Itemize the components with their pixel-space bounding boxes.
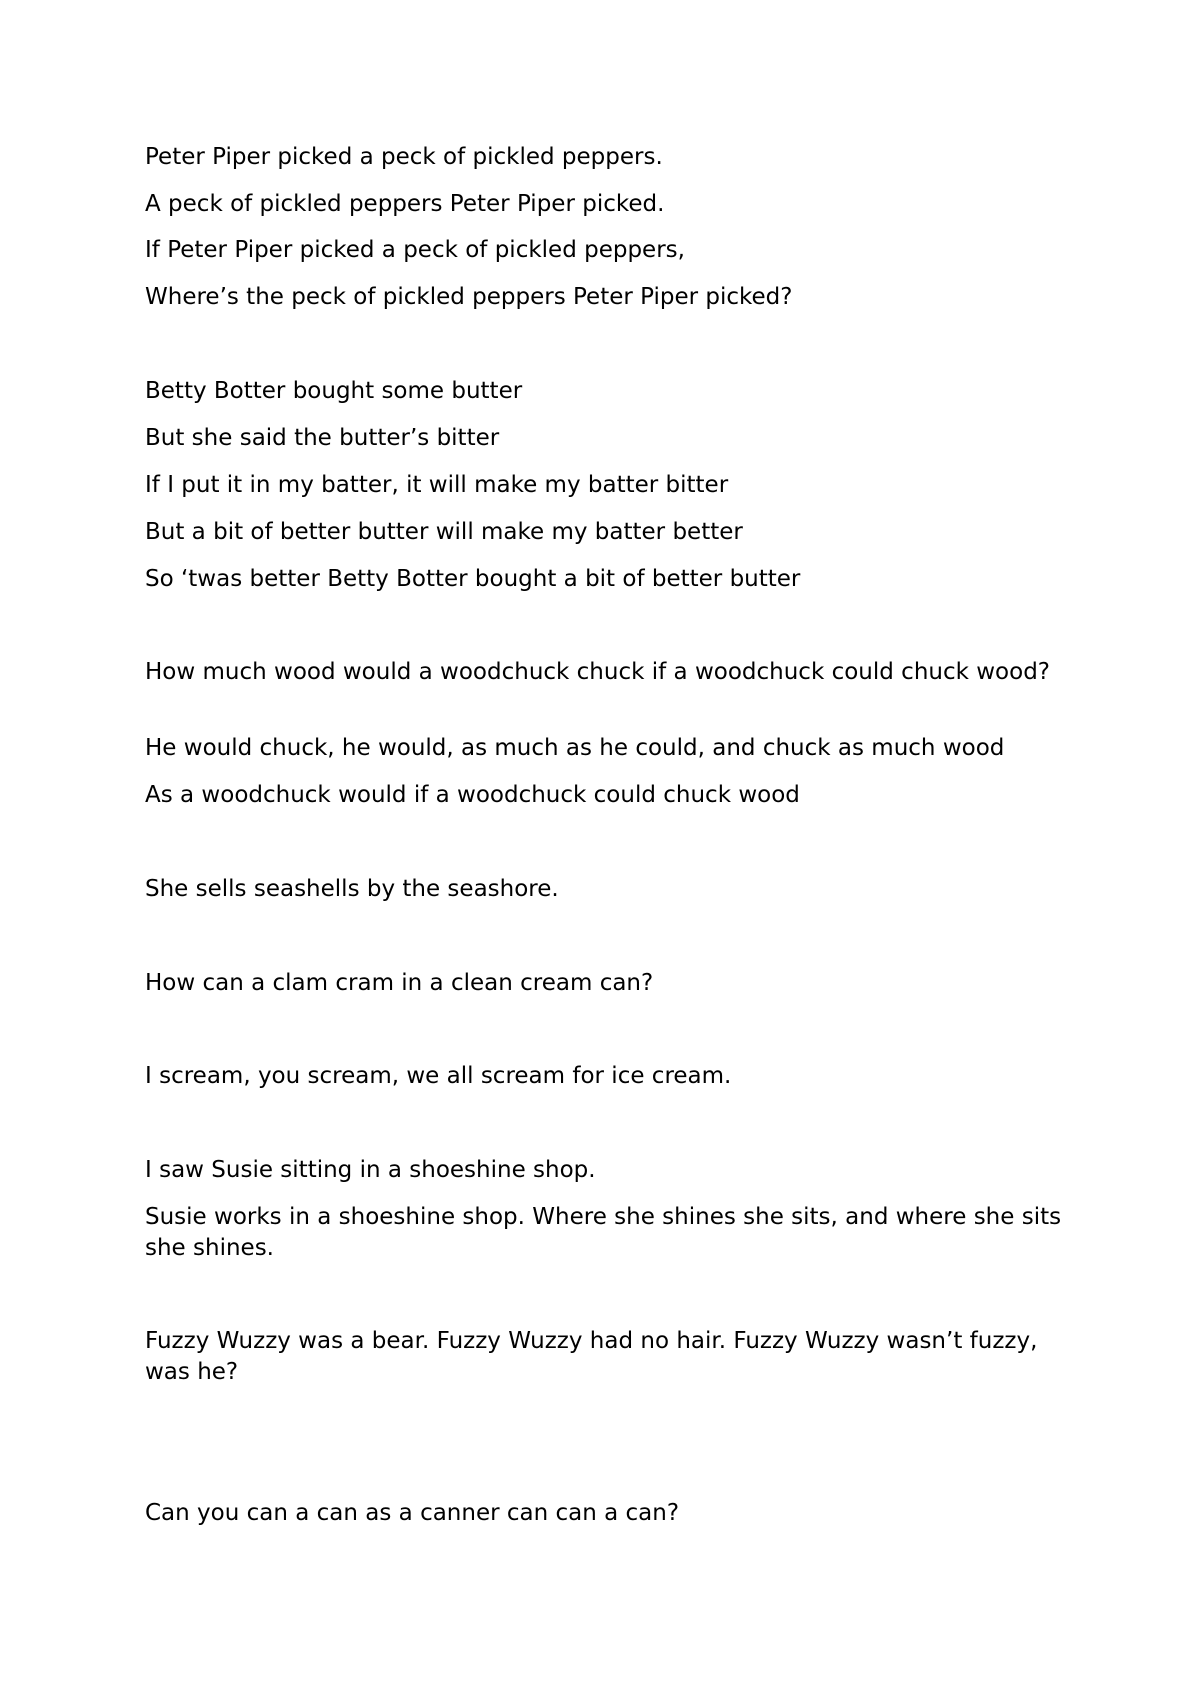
paragraph-4: Where’s the peck of pickled peppers Peter Piper picked? <box>145 284 793 310</box>
paragraph-19: Can you can a can as a canner can can a can? <box>145 1500 680 1526</box>
paragraph-8: But a bit of better butter will make my batter better <box>145 519 743 545</box>
paragraph-5: Betty Botter bought some butter <box>145 378 523 404</box>
paragraph-7: If I put it in my batter, it will make my batter bitter <box>145 472 729 498</box>
paragraph-3: If Peter Piper picked a peck of pickled peppers, <box>145 237 685 263</box>
paragraph-1: Peter Piper picked a peck of pickled peppers. <box>145 144 663 170</box>
paragraph-6: But she said the butter’s bitter <box>145 425 500 451</box>
paragraph-13: She sells seashells by the seashore. <box>145 876 559 902</box>
paragraph-17: Susie works in a shoeshine shop. Where she shines she sits, and where she sits she shines. <box>145 1204 1062 1261</box>
paragraph-10: How much wood would a woodchuck chuck if a woodchuck could chuck wood? <box>145 659 1051 685</box>
paragraph-16: I saw Susie sitting in a shoeshine shop. <box>145 1157 596 1183</box>
paragraph-15: I scream, you scream, we all scream for ice cream. <box>145 1063 732 1089</box>
paragraph-12: As a woodchuck would if a woodchuck could chuck wood <box>145 782 800 808</box>
paragraph-14: How can a clam cram in a clean cream can? <box>145 970 654 996</box>
paragraph-9: So ‘twas better Betty Botter bought a bit of better butter <box>145 566 801 592</box>
paragraph-18: Fuzzy Wuzzy was a bear. Fuzzy Wuzzy had no hair. Fuzzy Wuzzy wasn’t fuzzy, was he? <box>145 1328 1038 1385</box>
paragraph-2: A peck of pickled peppers Peter Piper picked. <box>145 191 665 217</box>
paragraph-11: He would chuck, he would, as much as he could, and chuck as much wood <box>145 735 1005 761</box>
